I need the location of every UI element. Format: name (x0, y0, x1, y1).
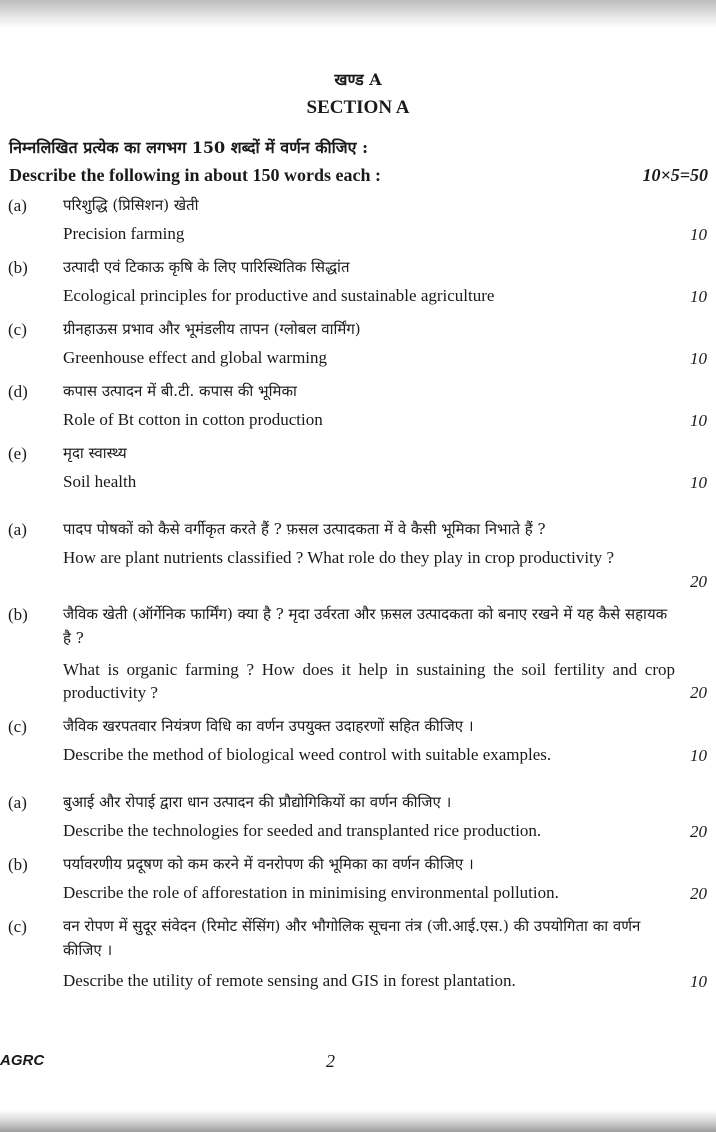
question-label: (c) (8, 917, 27, 936)
scan-top-edge (0, 0, 716, 28)
question-text-hindi: वन रोपण में सुदूर संवेदन (रिमोट सेंसिंग) और भौगोलिक सूचना तंत्र (जी.आई.एस.) की उपयोगिता का वर्णन कीजिए । (63, 917, 641, 959)
page-number: 2 (326, 1051, 335, 1071)
question-marks: 20 (690, 822, 707, 841)
question-label: (c) (8, 717, 27, 736)
question-text-english: What is organic farming ? How does it help in sustaining the soil fertility and crop productivity ? (63, 660, 675, 702)
question-text-hindi: परिशुद्धि (प्रिसिशन) खेती (63, 196, 199, 214)
question-label: (d) (8, 382, 28, 401)
question-label: (b) (8, 605, 28, 624)
question-label: (e) (8, 444, 27, 463)
question-label: (a) (8, 520, 27, 539)
instruction-english: Describe the following in about 150 words each : (9, 165, 381, 185)
question-marks: 20 (690, 884, 707, 903)
question-text-english: How are plant nutrients classified ? What role do they play in crop productivity ? (63, 548, 615, 567)
question-label: (a) (8, 196, 27, 215)
question-text-english: Greenhouse effect and global warming (63, 348, 328, 367)
question-text-english: Soil health (63, 472, 137, 491)
question-text-hindi: जैविक खरपतवार नियंत्रण विधि का वर्णन उपयुक्त उदाहरणों सहित कीजिए । (63, 717, 474, 735)
question-text-english: Precision farming (63, 224, 185, 243)
question-label: (c) (8, 320, 27, 339)
scan-bottom-edge (0, 1110, 716, 1132)
question-marks: 10 (690, 972, 707, 991)
question-text-hindi: पादप पोषकों को कैसे वर्गीकृत करते हैं ? फ़सल उत्पादकता में वे कैसी भूमिका निभाते हैं ? (63, 520, 546, 538)
question-text-hindi: बुआई और रोपाई द्वारा धान उत्पादन की प्रौद्योगिकियों का वर्णन कीजिए । (63, 793, 452, 811)
question-text-english: Ecological principles for productive and sustainable agriculture (63, 286, 495, 305)
question-text-hindi: उत्पादी एवं टिकाऊ कृषि के लिए पारिस्थितिक सिद्धांत (63, 258, 350, 276)
section-heading-hindi: खण्ड A (334, 70, 382, 89)
question-text-english: Describe the utility of remote sensing and GIS in forest plantation. (63, 971, 516, 990)
section-heading-english: SECTION A (306, 97, 410, 118)
question-marks: 20 (690, 683, 707, 702)
question-text-hindi: ग्रीनहाऊस प्रभाव और भूमंडलीय तापन (ग्लोबल वार्मिंग) (63, 320, 361, 338)
question-marks: 10 (690, 411, 707, 430)
question-label: (b) (8, 258, 28, 277)
question-marks: 10 (690, 287, 707, 306)
question-text-hindi: जैविक खेती (ऑर्गेनिक फार्मिंग) क्या है ? मृदा उर्वरता और फ़सल उत्पादकता को बनाए रखने में यह कैसे सहायक है ? (63, 605, 668, 647)
question-label: (a) (8, 793, 27, 812)
question-marks: 10 (690, 225, 707, 244)
question-text-hindi: कपास उत्पादन में बी.टी. कपास की भूमिका (63, 382, 297, 400)
question-label: (b) (8, 855, 28, 874)
paper-code: AGRC (0, 1052, 45, 1069)
instruction-hindi: निम्नलिखित प्रत्येक का लगभग 150 शब्दों में वर्णन कीजिए : (9, 138, 368, 157)
question-marks: 10 (690, 349, 707, 368)
question-text-english: Role of Bt cotton in cotton production (63, 410, 323, 429)
question-marks: 10 (690, 746, 707, 765)
total-marks: 10×5=50 (642, 165, 708, 185)
question-marks: 10 (690, 473, 707, 492)
question-text-english: Describe the method of biological weed control with suitable examples. (63, 745, 552, 764)
question-text-hindi: मृदा स्वास्थ्य (63, 444, 127, 462)
question-text-english: Describe the role of afforestation in minimising environmental pollution. (63, 883, 559, 902)
question-marks: 20 (690, 572, 707, 591)
question-text-hindi: पर्यावरणीय प्रदूषण को कम करने में वनरोपण की भूमिका का वर्णन कीजिए । (63, 855, 474, 873)
question-text-english: Describe the technologies for seeded and transplanted rice production. (63, 821, 542, 840)
